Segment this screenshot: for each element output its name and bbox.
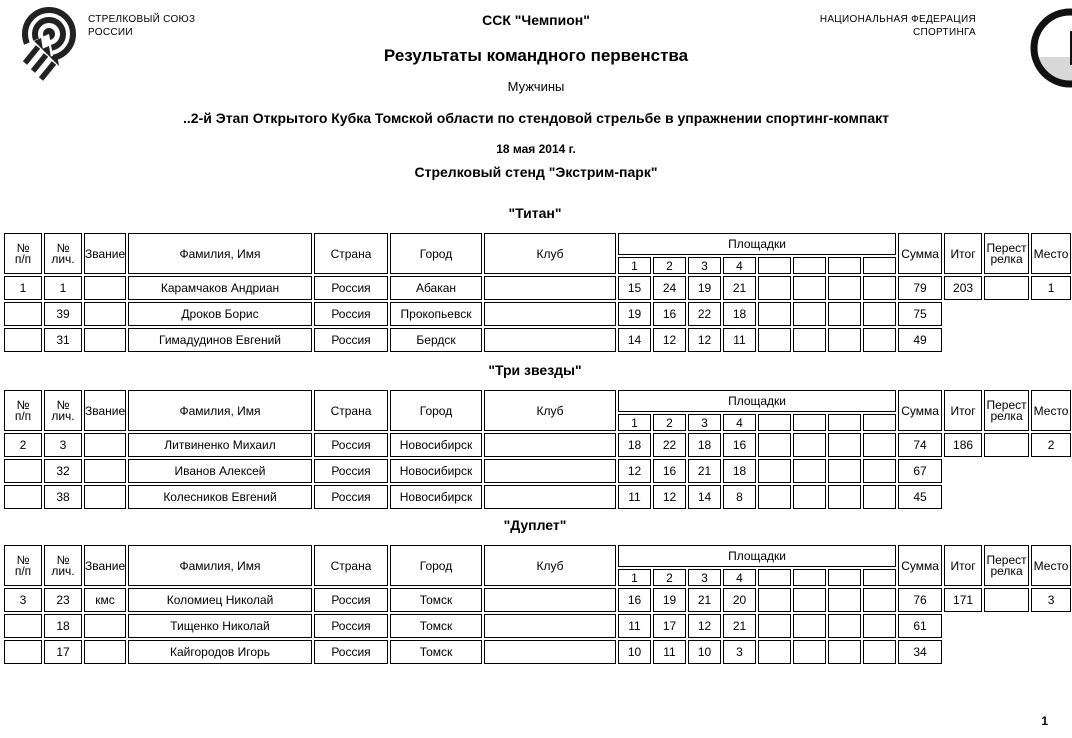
team-section-tri-zvezdy — [2, 361, 1068, 511]
country-cell: Россия — [314, 276, 388, 300]
score-cell — [863, 433, 896, 457]
station-label — [758, 414, 791, 431]
col-header-name: Фамилия, Имя — [128, 545, 312, 586]
col-header-club: Клуб — [484, 390, 616, 431]
shooter-id-cell: 38 — [44, 485, 82, 509]
score-cell: 18 — [618, 433, 651, 457]
col-header-sum: Сумма — [898, 233, 942, 274]
country-cell: Россия — [314, 614, 388, 638]
col-group-stations: Площадки — [618, 233, 896, 255]
team-title: "Три звезды" — [488, 362, 582, 378]
score-cell — [758, 276, 791, 300]
score-cell — [758, 485, 791, 509]
org-right-line1: НАЦИОНАЛЬНАЯ ФЕДЕРАЦИЯ — [819, 14, 976, 25]
rank-cell — [84, 302, 126, 326]
club-cell — [484, 614, 616, 638]
total-cell: 203 — [944, 276, 982, 300]
shooter-id-cell: 18 — [44, 614, 82, 638]
place-cell: 1 — [1031, 276, 1071, 300]
sum-cell: 74 — [898, 433, 942, 457]
table-row — [4, 614, 1071, 638]
col-header-num: № п/п — [4, 390, 42, 431]
score-cell — [793, 614, 826, 638]
sum-cell: 34 — [898, 640, 942, 664]
club-cell — [484, 328, 616, 352]
score-cell: 11 — [618, 485, 651, 509]
station-label: 1 — [618, 257, 651, 274]
score-cell — [758, 302, 791, 326]
score-cell: 11 — [653, 640, 686, 664]
station-label — [863, 414, 896, 431]
country-cell: Россия — [314, 588, 388, 612]
col-header-country: Страна — [314, 233, 388, 274]
country-cell: Россия — [314, 485, 388, 509]
team-num-cell: 3 — [4, 588, 42, 612]
score-cell — [828, 588, 861, 612]
shootoff-cell — [984, 276, 1029, 300]
shooter-name-cell: Тищенко Николай — [128, 614, 312, 638]
score-cell: 14 — [618, 328, 651, 352]
col-header-sum: Сумма — [898, 545, 942, 586]
score-cell — [863, 485, 896, 509]
col-header-rank: Звание — [84, 390, 126, 431]
rank-cell — [84, 485, 126, 509]
city-cell: Новосибирск — [390, 433, 482, 457]
team-title: "Титан" — [508, 205, 562, 221]
col-header-place: Место — [1031, 545, 1071, 586]
shooter-name-cell: Кайгородов Игорь — [128, 640, 312, 664]
col-header-total: Итог — [944, 233, 982, 274]
score-cell — [793, 640, 826, 664]
col-header-id: № лич. — [44, 233, 82, 274]
shooter-id-cell: 32 — [44, 459, 82, 483]
col-header-country: Страна — [314, 390, 388, 431]
station-label — [828, 257, 861, 274]
sum-cell: 67 — [898, 459, 942, 483]
sum-cell: 49 — [898, 328, 942, 352]
col-header-club: Клуб — [484, 545, 616, 586]
city-cell: Томск — [390, 614, 482, 638]
station-label: 2 — [653, 257, 686, 274]
col-header-id: № лич. — [44, 390, 82, 431]
team-num-cell: 1 — [4, 276, 42, 300]
city-cell: Новосибирск — [390, 485, 482, 509]
station-label: 4 — [723, 569, 756, 586]
score-cell: 3 — [723, 640, 756, 664]
city-cell: Прокопьевск — [390, 302, 482, 326]
empty-cell — [4, 302, 42, 326]
club-cell — [484, 433, 616, 457]
col-header-shootoff: Перест релка — [984, 233, 1029, 274]
club-name: ССК "Чемпион" — [482, 12, 590, 28]
sum-cell: 75 — [898, 302, 942, 326]
shooter-id-cell: 3 — [44, 433, 82, 457]
station-label: 1 — [618, 569, 651, 586]
score-cell: 14 — [688, 485, 721, 509]
city-cell: Новосибирск — [390, 459, 482, 483]
station-label: 2 — [653, 414, 686, 431]
score-cell — [863, 588, 896, 612]
col-header-total: Итог — [944, 390, 982, 431]
club-cell — [484, 276, 616, 300]
shooter-name-cell: Карамчаков Андриан — [128, 276, 312, 300]
score-cell — [793, 328, 826, 352]
score-cell: 18 — [723, 302, 756, 326]
shootoff-cell — [984, 588, 1029, 612]
score-cell — [863, 328, 896, 352]
score-cell: 11 — [618, 614, 651, 638]
shootoff-cell — [984, 433, 1029, 457]
col-header-country: Страна — [314, 545, 388, 586]
event-date: 18 мая 2014 г. — [496, 142, 576, 156]
empty-cell — [4, 640, 42, 664]
col-group-stations: Площадки — [618, 545, 896, 567]
place-cell: 2 — [1031, 433, 1071, 457]
score-cell — [828, 328, 861, 352]
score-cell: 18 — [688, 433, 721, 457]
empty-cell — [4, 614, 42, 638]
shooter-id-cell: 31 — [44, 328, 82, 352]
score-cell — [828, 459, 861, 483]
results-table-titan — [2, 231, 1072, 354]
col-header-num: № п/п — [4, 545, 42, 586]
table-row — [4, 328, 1071, 352]
score-cell — [863, 614, 896, 638]
table-row — [4, 485, 1071, 509]
shooter-id-cell: 1 — [44, 276, 82, 300]
score-cell — [793, 302, 826, 326]
score-cell: 12 — [653, 328, 686, 352]
sum-cell: 76 — [898, 588, 942, 612]
station-label: 1 — [618, 414, 651, 431]
station-label — [793, 257, 826, 274]
country-cell: Россия — [314, 640, 388, 664]
score-cell — [793, 433, 826, 457]
team-title: "Дуплет" — [503, 517, 567, 533]
col-header-city: Город — [390, 545, 482, 586]
country-cell: Россия — [314, 328, 388, 352]
score-cell — [793, 276, 826, 300]
shooter-id-cell: 39 — [44, 302, 82, 326]
score-cell: 16 — [653, 459, 686, 483]
results-table-duplet — [2, 543, 1072, 666]
station-label: 3 — [688, 414, 721, 431]
results-table-tri-zvezdy — [2, 388, 1072, 511]
score-cell: 11 — [723, 328, 756, 352]
station-label — [828, 414, 861, 431]
org-right-line2: СПОРТИНГА — [912, 27, 976, 38]
shooter-id-cell: 23 — [44, 588, 82, 612]
table-row — [4, 640, 1071, 664]
col-header-num: № п/п — [4, 233, 42, 274]
station-label — [863, 257, 896, 274]
shooter-name-cell: Литвиненко Михаил — [128, 433, 312, 457]
team-section-titan — [2, 204, 1068, 354]
col-header-shootoff: Перест релка — [984, 390, 1029, 431]
score-cell: 19 — [688, 276, 721, 300]
empty-cell — [4, 328, 42, 352]
empty-cell — [4, 485, 42, 509]
score-cell — [863, 276, 896, 300]
station-label: 3 — [688, 569, 721, 586]
score-cell: 12 — [688, 328, 721, 352]
score-cell — [758, 433, 791, 457]
score-cell: 19 — [618, 302, 651, 326]
sum-cell: 45 — [898, 485, 942, 509]
score-cell: 21 — [688, 588, 721, 612]
score-cell: 24 — [653, 276, 686, 300]
station-label: 4 — [723, 257, 756, 274]
country-cell: Россия — [314, 433, 388, 457]
category-label: Мужчины — [507, 79, 565, 94]
col-header-name: Фамилия, Имя — [128, 233, 312, 274]
score-cell: 21 — [688, 459, 721, 483]
empty-cell — [4, 459, 42, 483]
table-row — [4, 588, 1071, 612]
station-label: 3 — [688, 257, 721, 274]
score-cell — [828, 640, 861, 664]
shooter-name-cell: Колесников Евгений — [128, 485, 312, 509]
score-cell: 8 — [723, 485, 756, 509]
col-header-city: Город — [390, 390, 482, 431]
table-row — [4, 276, 1071, 300]
total-cell: 171 — [944, 588, 982, 612]
station-label — [863, 569, 896, 586]
score-cell — [758, 459, 791, 483]
score-cell: 16 — [618, 588, 651, 612]
page-number: 1 — [1041, 714, 1048, 728]
col-header-name: Фамилия, Имя — [128, 390, 312, 431]
sum-cell: 61 — [898, 614, 942, 638]
col-group-stations: Площадки — [618, 390, 896, 412]
score-cell: 12 — [618, 459, 651, 483]
score-cell — [828, 302, 861, 326]
col-header-shootoff: Перест релка — [984, 545, 1029, 586]
shooter-name-cell: Гимадудинов Евгений — [128, 328, 312, 352]
score-cell: 16 — [653, 302, 686, 326]
shooter-id-cell: 17 — [44, 640, 82, 664]
shooter-name-cell: Иванов Алексей — [128, 459, 312, 483]
rank-cell — [84, 459, 126, 483]
club-cell — [484, 302, 616, 326]
col-header-id: № лич. — [44, 545, 82, 586]
score-cell: 15 — [618, 276, 651, 300]
score-cell — [863, 459, 896, 483]
score-cell: 21 — [723, 276, 756, 300]
station-label — [793, 414, 826, 431]
shooter-name-cell: Дроков Борис — [128, 302, 312, 326]
club-cell — [484, 640, 616, 664]
score-cell: 19 — [653, 588, 686, 612]
team-section-duplet — [2, 516, 1068, 666]
score-cell: 21 — [723, 614, 756, 638]
score-cell: 22 — [653, 433, 686, 457]
city-cell: Томск — [390, 588, 482, 612]
station-label — [793, 569, 826, 586]
score-cell — [828, 433, 861, 457]
club-cell — [484, 485, 616, 509]
station-label — [828, 569, 861, 586]
club-cell — [484, 588, 616, 612]
col-header-sum: Сумма — [898, 390, 942, 431]
score-cell: 18 — [723, 459, 756, 483]
col-header-rank: Звание — [84, 545, 126, 586]
score-cell — [828, 276, 861, 300]
rank-cell — [84, 433, 126, 457]
city-cell: Бердск — [390, 328, 482, 352]
score-cell: 17 — [653, 614, 686, 638]
col-header-city: Город — [390, 233, 482, 274]
col-header-total: Итог — [944, 545, 982, 586]
col-header-rank: Звание — [84, 233, 126, 274]
city-cell: Абакан — [390, 276, 482, 300]
station-label — [758, 569, 791, 586]
score-cell: 10 — [618, 640, 651, 664]
country-cell: Россия — [314, 459, 388, 483]
score-cell: 20 — [723, 588, 756, 612]
score-cell: 10 — [688, 640, 721, 664]
score-cell — [863, 302, 896, 326]
shooter-name-cell: Коломиец Николай — [128, 588, 312, 612]
rank-cell — [84, 640, 126, 664]
rank-cell — [84, 614, 126, 638]
score-cell — [863, 640, 896, 664]
rank-cell — [84, 328, 126, 352]
table-row — [4, 459, 1071, 483]
table-row — [4, 302, 1071, 326]
score-cell — [828, 485, 861, 509]
score-cell — [758, 640, 791, 664]
score-cell — [828, 614, 861, 638]
station-label: 4 — [723, 414, 756, 431]
score-cell — [793, 459, 826, 483]
score-cell: 16 — [723, 433, 756, 457]
col-header-place: Место — [1031, 233, 1071, 274]
score-cell: 12 — [688, 614, 721, 638]
score-cell — [758, 614, 791, 638]
rank-cell — [84, 276, 126, 300]
event-title: ..2-й Этап Открытого Кубка Томской области по стендовой стрельбе в упражнении спортинг-компакт — [183, 110, 889, 126]
country-cell: Россия — [314, 302, 388, 326]
total-cell: 186 — [944, 433, 982, 457]
sum-cell: 79 — [898, 276, 942, 300]
col-header-place: Место — [1031, 390, 1071, 431]
col-header-club: Клуб — [484, 233, 616, 274]
rank-cell: кмс — [84, 588, 126, 612]
station-label: 2 — [653, 569, 686, 586]
org-left-line2: РОССИИ — [88, 27, 133, 38]
score-cell — [758, 328, 791, 352]
table-row — [4, 433, 1071, 457]
doc-title: Результаты командного первенства — [383, 46, 689, 65]
venue: Стрелковый стенд "Экстрим-парк" — [414, 164, 658, 180]
city-cell: Томск — [390, 640, 482, 664]
score-cell: 12 — [653, 485, 686, 509]
org-left-line1: СТРЕЛКОВЫЙ СОЮЗ — [88, 14, 196, 25]
score-cell — [793, 588, 826, 612]
station-label — [758, 257, 791, 274]
team-num-cell: 2 — [4, 433, 42, 457]
score-cell — [793, 485, 826, 509]
score-cell: 22 — [688, 302, 721, 326]
club-cell — [484, 459, 616, 483]
place-cell: 3 — [1031, 588, 1071, 612]
score-cell — [758, 588, 791, 612]
